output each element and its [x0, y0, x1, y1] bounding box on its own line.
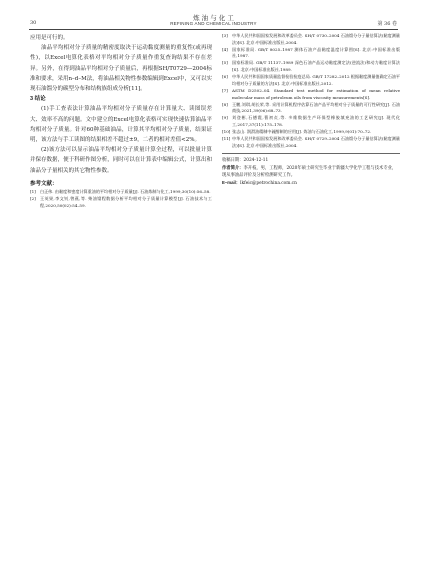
reference-number: [5]	[222, 60, 228, 66]
author-bio-text: 李开枝，男，工程师，2020年硕士研究生毕业于新疆大学化学工程与技术专业，现从事油品评价及分析检测研究工作。	[222, 166, 397, 179]
references-list-left	[30, 189, 212, 209]
reference-text: 王英果,李文钊,曾燕,等. 柴油馏程数据分析平均相对分子质量计算模型[J]. 石油技术与工程,2020,50(02):54–59.	[40, 196, 212, 208]
reference-number: [3]	[222, 33, 228, 38]
paragraph-continued: 应用是可行的。	[30, 35, 69, 41]
reference-text: 白正伟. 由黏度和密度计算重油的平均相对分子质量[J]. 石油炼制与化工,1999,30(10):56–58.	[40, 189, 211, 195]
reference-item	[222, 60, 400, 73]
reference-text: 国家标准局. GB/T 11137–1989 深色石油产品运动黏度测定法(逆流法)和动力黏度计算法[S]. 北京:中国标准出版社,1989.	[232, 60, 400, 73]
reference-text: ASTM D2502–04. Standard test method for estimation of mean relative molecular mass of petroleum oils from viscosity measurements[S].	[232, 87, 400, 100]
left-column	[30, 33, 212, 210]
reference-text: 王鹏,刘琪,胡长荣,等. 采用计算机程序估算石油产品平均相对分子质量的可行性研究[J]. 石油商技,2021,39(06):68–73.	[232, 101, 400, 114]
references-label: 参考文献：	[30, 180, 58, 187]
paragraph-body: 油品平均相对分子质量的精密度取决于运动黏度测量的重复性(或再现性)，以Excel电算化表格对平均相对分子质量作重复查询结果不存在差异。另外，在得到油品平均相对分子质量后，再根据SH/T0729—2004标准和要求，采用n–d–M法，将油品相关物性参数编辑到Excel中，又可以实现石油馏分的碳型分布和结构族组成分析[11]。	[30, 45, 212, 93]
section-title: 3 结论	[30, 96, 46, 103]
reference-number: [9]	[222, 115, 228, 121]
header-journal-subtitle: REFINING AND CHEMICAL INDUSTRY	[170, 21, 257, 26]
header-volume: 第 36 卷	[377, 21, 397, 27]
reference-number: [11]	[222, 135, 231, 141]
reference-text: 中华人民共和国国家质量监督检验检疫总局. GB/T 17282–2012 根据黏度测量值确定石油平均相对分子质量的方法[S]. 北京:中国标准出版社,2012.	[232, 74, 400, 86]
reference-item	[222, 115, 400, 128]
conclusion-2: (2)该方法可以显示油品平均相对分子质量计算全过程，可以批量计算并保存数据，便于科研作图分析，同时可以在计算表中编辑公式，计算出和油品分子量相关的其它物性参数。	[30, 147, 212, 174]
header-page-number: 30	[30, 20, 37, 26]
reference-text: 中华人民共和国国家发展和改革委员会. SH/T 0729–2004 石油馏分分子量估算法(黏度测量法)[S]. 北京:中国标准出版社,2004.	[232, 135, 400, 148]
reference-number: [6]	[222, 74, 228, 80]
reference-text: 国家标准局. GB/T 8025–1987 测体石油产品黏度温度计算图[S]. 北京:中国标准出版社,1987.	[232, 46, 400, 59]
reference-number: [10]	[222, 128, 231, 134]
footnote-rule	[222, 153, 400, 154]
email-address: lkfeic@petrochina.com.cn	[240, 181, 297, 187]
reference-item	[222, 102, 400, 115]
right-column	[222, 33, 400, 187]
reference-item	[222, 47, 400, 60]
reference-item	[222, 74, 400, 87]
reference-text: 刘登彬,石德霞,曹初贞,等. 多维数据生产环保型橡胶填充油的工艺研究[J]. 现代化工,2017,37(11):175–178.	[232, 115, 400, 127]
author-email	[222, 179, 400, 187]
references-list-right	[222, 33, 400, 149]
reference-item	[222, 136, 400, 149]
received-date: 收稿日期：2024-12-11	[222, 158, 269, 164]
author-bio	[222, 164, 400, 179]
header-journal-title: 炼 油 与 化 工	[193, 14, 234, 22]
reference-text: 张志山. 润滑油精制中硫醇制的应用[J]. 炼油与石油化工,1999,9(01):70–72.	[232, 128, 372, 134]
header-rule	[29, 29, 398, 30]
reference-number: [4]	[222, 46, 228, 52]
reference-item	[222, 129, 400, 136]
reference-item	[30, 189, 212, 196]
reference-number: [1]	[30, 189, 36, 195]
reference-number: [7]	[222, 87, 228, 93]
reference-number: [2]	[30, 196, 36, 202]
author-bio-label: 作者简介：	[222, 165, 244, 171]
reference-item	[222, 88, 400, 101]
reference-text: 中华人民共和国国家发展和改革委员会. SH/T 0730–2004 石油馏分分子量估算法(黏度测量法)[S]. 北京:中国标准出版社,2004.	[232, 33, 400, 45]
reference-item	[222, 33, 400, 46]
reference-number: [8]	[222, 101, 228, 107]
reference-item	[30, 196, 212, 209]
email-label: E–mail：	[222, 180, 241, 186]
conclusion-1: (1)手工查表法计算油品平均相对分子质量存在计算量大、读图误差大、效率不高的问题。文中建立的Excel电算化表格可实现快速估算油品平均相对分子质量。针对60种基础油品，计算其平均相对分子质量，结果证明，该方法与手工读图的结果相差不超过±9，二者的相对差值<2%。	[30, 106, 212, 144]
